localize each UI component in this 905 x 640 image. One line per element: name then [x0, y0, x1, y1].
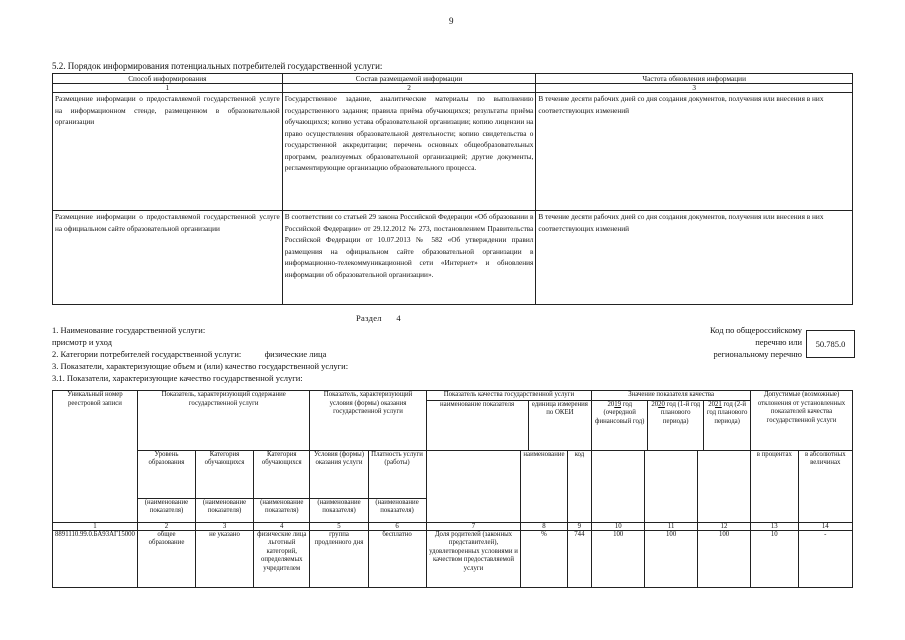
indicator-name-note: (наименование показателя) [137, 498, 195, 522]
indicator-name-note: (наименование показателя) [254, 498, 310, 522]
razdel-heading [356, 313, 401, 323]
cell-education-level: общее образование [137, 530, 195, 587]
cell-percent: 10 [751, 530, 799, 587]
year1-suffix: год (очередной финансовый год) [595, 400, 645, 425]
info-header-frequency: Частота обновления информации [536, 74, 853, 84]
col-number: 12 [698, 522, 751, 530]
quality-table [52, 390, 853, 588]
quality-label: 3.1. Показатели, характеризующие качество государственной услуги: [52, 373, 303, 383]
header-year-2 [648, 401, 704, 450]
year2: 20 [658, 400, 665, 408]
col-number: 9 [567, 522, 592, 530]
col-number: 5 [310, 522, 368, 530]
cell-payment: бесплатно [368, 530, 426, 587]
year2-spacer [645, 450, 698, 522]
sub-unit-name: наименование [521, 450, 567, 522]
header-quality-title: Показатель качества государственной услуги [427, 391, 592, 401]
cell-absolute: - [798, 530, 852, 587]
sub-absolute: в абсолютных величинах [798, 450, 852, 522]
year3: 21 [715, 400, 722, 408]
info-col-number: 2 [282, 84, 536, 93]
info-header-method: Способ информирования [53, 74, 283, 84]
cell-indicator-name: Доля родителей (законных представителей), удовлетворенных условиями и качеством предоставляемой услуги [426, 530, 521, 587]
year1-spacer [592, 450, 645, 522]
info-content: В соответствии со статьей 29 закона Российской Федерации «Об образовании в Российской Федерации» от 29.12.2012 № 273, постановлением Правительства Российской Федерации от 10.07.2013 № 582 «Об утверждении правил размещения на официальном сайте образовательной организации в информационно-телекоммуникационной сети «Интернет» и обновления информации об образовательной организации». [282, 211, 536, 305]
header-deviations: Допустимые (возможные) отклонения от установленных показателей качества государственной услуги [751, 391, 853, 451]
header-years [592, 401, 750, 450]
cell-category-2: физические лица льготный категорий, определяемых учредителем [254, 530, 310, 587]
col-number: 7 [426, 522, 521, 530]
info-header-content: Состав размещаемой информации [282, 74, 536, 84]
header-unit: единица измерения по ОКЕИ [531, 400, 588, 416]
header-conditions: Показатель, характеризующий условия (формы) оказания государственной услуги [310, 391, 426, 451]
col-number: 13 [751, 522, 799, 530]
cell-category-1: не указано [196, 530, 254, 587]
year1: 19 [614, 400, 622, 408]
indicator-name-note: (наименование показателя) [368, 498, 426, 522]
year3-suffix: год (2-й год планового периода) [706, 400, 748, 425]
header-content: Показатель, характеризующий содержание государственной услуги [137, 391, 310, 451]
header-values-title: Значение показателя качества [592, 391, 750, 401]
sub-payment: Платность услуги (работы) [368, 450, 426, 498]
cell-year-1: 100 [592, 530, 645, 587]
info-frequency: В течение десяти рабочих дней со дня создания документов, получения или внесения в них соответствующих изменений [536, 211, 853, 305]
col-number: 1 [53, 522, 138, 530]
info-table [52, 73, 853, 305]
header-values [592, 391, 751, 451]
year3-prefix: 20 [708, 400, 716, 408]
section-title: 5.2. Порядок информирования потенциальных потребителей государственной услуги: [52, 61, 383, 71]
code-line-1: Код по общероссийскому [709, 325, 802, 335]
razdel-label: Раздел [356, 313, 382, 323]
page-number: 9 [449, 16, 454, 26]
year1-prefix: 20 [607, 400, 615, 408]
razdel-number: 4 [396, 313, 401, 323]
table-row [53, 211, 853, 305]
table-row [53, 530, 853, 587]
sub-category-2: Категория обучающихся [254, 450, 310, 498]
code-line-2: перечню или [755, 337, 802, 347]
category-line [52, 349, 326, 360]
cell-year-3: 100 [698, 530, 751, 587]
col-number: 2 [137, 522, 195, 530]
year2-suffix: год (1-й год планового периода) [660, 400, 701, 425]
col-number: 14 [798, 522, 852, 530]
sub-conditions: Условия (формы) оказания услуги [310, 450, 368, 498]
header-indicator-name: наименование показателя [427, 401, 529, 450]
code-value: 50.785.0 [806, 330, 855, 358]
header-year-3 [704, 401, 750, 450]
info-col-number: 3 [536, 84, 853, 93]
indicator-name-spacer [426, 450, 521, 522]
service-name-value: присмотр и уход [52, 337, 113, 347]
col-number: 4 [254, 522, 310, 530]
col-number: 10 [592, 522, 645, 530]
sub-percent: в процентах [751, 450, 799, 522]
info-method: Размещение информации о предоставляемой государственной услуге на информационном стенде, размещенном в образовательной организации [53, 93, 283, 211]
col-number: 3 [196, 522, 254, 530]
indicator-name-note: (наименование показателя) [310, 498, 368, 522]
cell-registry-number: 8891110.99.0.БА93АГ15000 [53, 530, 138, 587]
col-number: 8 [521, 522, 567, 530]
info-method: Размещение информации о предоставляемой государственной услуге на официальном сайте образовательной организации [53, 211, 283, 305]
info-frequency: В течение десяти рабочих дней со дня создания документов, получения или внесения в них соответствующих изменений [536, 93, 853, 211]
header-year-1 [592, 401, 648, 450]
sub-level: Уровень образования [137, 450, 195, 498]
service-name-label: 1. Наименование государственной услуги: [52, 325, 206, 335]
col-number: 6 [368, 522, 426, 530]
header-quality [426, 391, 592, 451]
header-unique-number: Уникальный номер реестровой записи [53, 391, 138, 523]
indicator-name-note: (наименование показателя) [196, 498, 254, 522]
sub-unit-code: код [567, 450, 592, 522]
info-col-number: 1 [53, 84, 283, 93]
year3-spacer [698, 450, 751, 522]
category-label: 2. Категории потребителей государственной услуги: [52, 349, 242, 359]
cell-unit-code: 744 [567, 530, 592, 587]
code-line-3: региональному перечню [713, 349, 802, 359]
year2-prefix: 20 [651, 400, 659, 408]
cell-unit-name: % [521, 530, 567, 587]
info-content: Государственное задание, аналитические материалы по выполнению государственного задания; правила приёма обучающихся; результаты приёма обучающихся; копию устава образовательной организации; копию лицензии на право осуществления образовательной деятельности; копию свидетельства о государственной аккредитации; перечень основных общеобразовательных программ, реализуемых образовательной организацией; другие документы, регламентирующие организацию образовательного процесса. [282, 93, 536, 211]
indicators-label: 3. Показатели, характеризующие объем и (или) качество государственной услуги: [52, 361, 349, 371]
table-row [53, 93, 853, 211]
code-label [690, 324, 802, 360]
cell-year-2: 100 [645, 530, 698, 587]
category-value: физические лица [264, 349, 327, 359]
col-number: 11 [645, 522, 698, 530]
sub-category-1: Категория обучающихся [196, 450, 254, 498]
cell-conditions: группа продленного дня [310, 530, 368, 587]
header-quality-sub [427, 401, 592, 450]
